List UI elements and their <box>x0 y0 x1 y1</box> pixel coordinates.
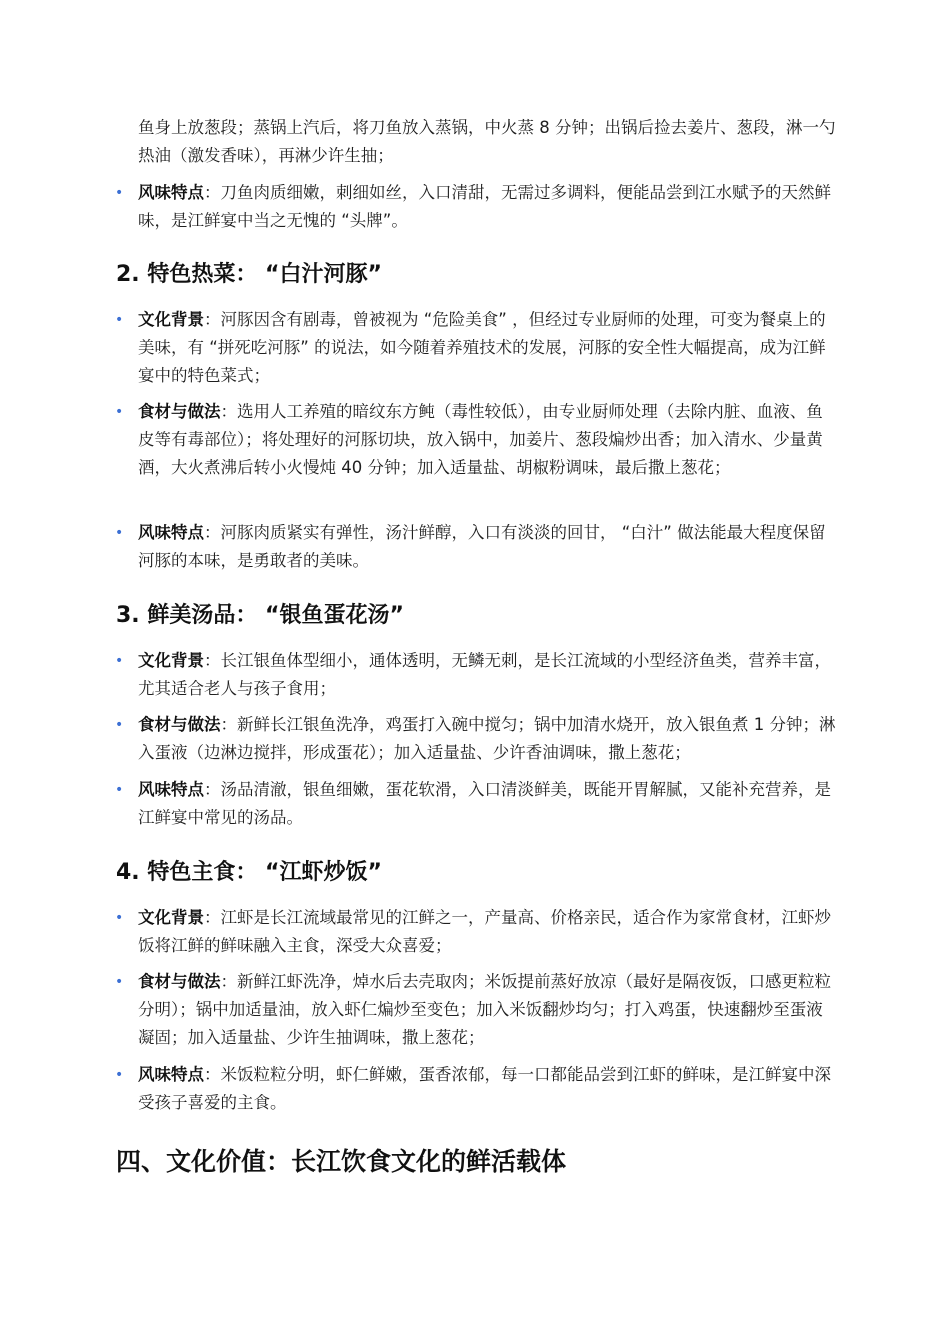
item-label: 食材与做法 <box>138 972 221 991</box>
item-text: ：河豚因含有剧毒，曾被视为 “危险美食” ，但经过专业厨师的处理，可变为餐桌上的美味，有 “拼死吃河豚” 的说法，如今随着养殖技术的发展，河豚的安全性大幅提高，成为江鲜宴中的特色菜式； <box>138 310 826 385</box>
list-item <box>115 306 838 390</box>
item-text: ：选用人工养殖的暗纹东方鲀（毒性较低），由专业厨师处理（去除内脏、血液、鱼皮等有毒部位）；将处理好的河豚切块，放入锅中，加姜片、葱段煸炒出香；加入清水、少量黄酒，大火煮沸后转小火慢炖 40 分钟；加入适量盐、胡椒粉调味，最后撒上葱花； <box>138 402 823 477</box>
item-label: 文化背景 <box>138 908 204 927</box>
bullet-dot-icon: • <box>115 782 124 798</box>
item-text: ：新鲜江虾洗净，焯水后去壳取肉；米饭提前蒸好放凉（最好是隔夜饭，口感更粒粒分明）；锅中加适量油，放入虾仁煸炒至变色；加入米饭翻炒均匀；打入鸡蛋，快速翻炒至蛋液凝固；加入适量盐、少许生抽调味，撒上葱花； <box>138 972 831 1047</box>
item-label: 风味特点 <box>138 1065 204 1084</box>
item-label: 文化背景 <box>138 310 204 329</box>
item-label: 风味特点 <box>138 780 204 799</box>
item-label: 食材与做法 <box>138 402 221 421</box>
bullet-dot-icon: • <box>115 185 124 201</box>
bullet-dot-icon: • <box>115 525 124 541</box>
section-heading: 2. 特色热菜： “白汁河豚” <box>116 262 382 287</box>
item-text: ：米饭粒粒分明，虾仁鲜嫩，蛋香浓郁，每一口都能品尝到江虾的鲜味，是江鲜宴中深受孩子喜爱的主食。 <box>138 1065 831 1112</box>
list-item <box>115 519 838 575</box>
bullet-dot-icon: • <box>115 974 124 990</box>
list-item <box>115 711 838 767</box>
item-label: 食材与做法 <box>138 715 221 734</box>
list-item <box>115 904 838 960</box>
bullet-dot-icon: • <box>115 910 124 926</box>
list-item <box>115 179 838 235</box>
item-label: 风味特点 <box>138 523 204 542</box>
list-item <box>115 398 838 482</box>
intro-continuation-paragraph: 鱼身上放葱段；蒸锅上汽后，将刀鱼放入蒸锅，中火蒸 8 分钟；出锅后捡去姜片、葱段，淋一勺热油（激发香味），再淋少许生抽； <box>138 118 836 165</box>
bullet-dot-icon: • <box>115 653 124 669</box>
item-text: ：汤品清澈，银鱼细嫩，蛋花软滑，入口清淡鲜美，既能开胃解腻，又能补充营养，是江鲜宴中常见的汤品。 <box>138 780 831 827</box>
list-item <box>115 1061 838 1117</box>
section-heading: 4. 特色主食： “江虾炒饭” <box>116 860 382 885</box>
bullet-dot-icon: • <box>115 312 124 328</box>
item-text: ：刀鱼肉质细嫩，刺细如丝，入口清甜，无需过多调料，便能品尝到江水赋予的天然鲜味，是江鲜宴中当之无愧的 “头牌”。 <box>138 183 831 230</box>
chapter-heading: 四、文化价值：长江饮食文化的鲜活载体 <box>116 1147 567 1176</box>
item-text: ：新鲜长江银鱼洗净，鸡蛋打入碗中搅匀；锅中加清水烧开，放入银鱼煮 1 分钟；淋入蛋液（边淋边搅拌，形成蛋花）；加入适量盐、少许香油调味，撒上葱花； <box>138 715 836 762</box>
item-text: ：江虾是长江流域最常见的江鲜之一，产量高、价格亲民，适合作为家常食材，江虾炒饭将江鲜的鲜味融入主食，深受大众喜爱； <box>138 908 831 955</box>
list-item <box>115 776 838 832</box>
item-text: ：长江银鱼体型细小，通体透明，无鳞无刺，是长江流域的小型经济鱼类，营养丰富，尤其适合老人与孩子食用； <box>138 651 831 698</box>
bullet-dot-icon: • <box>115 404 124 420</box>
bullet-dot-icon: • <box>115 1067 124 1083</box>
list-item <box>115 968 838 1052</box>
list-item <box>115 647 838 703</box>
item-text: ：河豚肉质紧实有弹性，汤汁鲜醇，入口有淡淡的回甘， “白汁” 做法能最大程度保留河豚的本味，是勇敢者的美味。 <box>138 523 826 570</box>
bullet-dot-icon: • <box>115 717 124 733</box>
item-label: 风味特点 <box>138 183 204 202</box>
item-label: 文化背景 <box>138 651 204 670</box>
section-heading: 3. 鲜美汤品： “银鱼蛋花汤” <box>116 603 404 628</box>
